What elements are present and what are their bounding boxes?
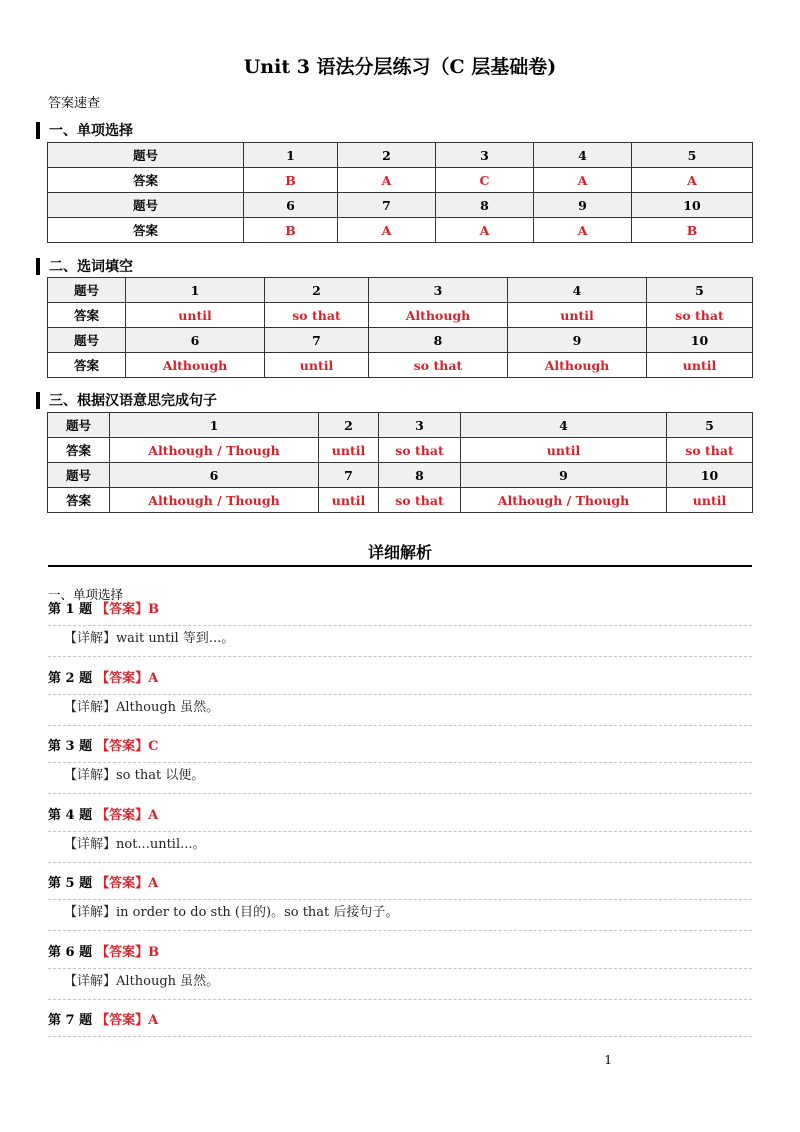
question-number-cell: 8	[369, 328, 508, 353]
question-number-cell: 8	[379, 463, 461, 488]
answer-cell: Although / Though	[110, 438, 319, 463]
question-title	[48, 601, 752, 619]
question-title	[48, 807, 752, 825]
answer-cell: so that	[379, 488, 461, 513]
answer-table-sentence-completion	[47, 412, 753, 513]
question-explanation: 【详解】not...until...。	[64, 836, 206, 852]
question-title	[48, 670, 752, 688]
question-number-row	[48, 463, 753, 488]
question-title	[48, 1012, 752, 1030]
section-heading-multiple-choice	[36, 120, 133, 140]
answer-cell: A	[534, 218, 632, 243]
question-number-cell: 5	[632, 143, 753, 168]
question-detail	[48, 670, 752, 726]
answer-row	[48, 218, 753, 243]
answer-cell: A	[338, 168, 436, 193]
row-label-cell: 题号	[48, 278, 126, 303]
question-number-cell: 5	[667, 413, 753, 438]
dashed-divider	[48, 656, 752, 657]
row-label-cell: 答案	[48, 438, 110, 463]
dashed-divider	[48, 725, 752, 726]
answer-cell: until	[647, 353, 753, 378]
question-number-cell: 4	[461, 413, 667, 438]
question-number-cell: 10	[647, 328, 753, 353]
question-number-row	[48, 278, 753, 303]
question-label: 第 4 题	[48, 807, 93, 823]
answer-cell: so that	[667, 438, 753, 463]
question-explanation: 【详解】wait until 等到...。	[64, 631, 235, 646]
question-number-cell: 10	[632, 193, 753, 218]
question-answer: 【答案】A	[96, 1013, 159, 1028]
answer-table-word-fill	[47, 277, 753, 378]
question-number-row	[48, 193, 753, 218]
dashed-divider	[48, 999, 752, 1000]
question-label: 第 6 题	[48, 944, 93, 960]
question-number-row	[48, 328, 753, 353]
question-number-cell: 3	[379, 413, 461, 438]
answer-cell: Although / Though	[461, 488, 667, 513]
answer-row	[48, 353, 753, 378]
question-detail	[48, 738, 752, 794]
question-answer: 【答案】B	[96, 602, 160, 617]
dashed-divider	[48, 930, 752, 931]
question-explanation: 【详解】in order to do sth (目的)。so that 后接句子。	[64, 905, 399, 920]
question-explanation: 【详解】Although 虽然。	[64, 699, 220, 715]
detail-divider	[48, 565, 752, 567]
answer-cell: C	[436, 168, 534, 193]
answer-row	[48, 438, 753, 463]
page-number: 1	[604, 1053, 612, 1067]
row-label-cell: 题号	[48, 328, 126, 353]
answer-cell: Although	[508, 353, 647, 378]
answer-cell: Although / Though	[110, 488, 319, 513]
question-number-cell: 7	[265, 328, 369, 353]
row-label-cell: 题号	[48, 143, 244, 168]
answer-cell: so that	[647, 303, 753, 328]
question-label: 第 3 题	[48, 739, 93, 754]
answer-cell: until	[508, 303, 647, 328]
detail-section-label: 一、单项选择	[48, 587, 124, 602]
answer-cell: A	[338, 218, 436, 243]
answer-cell: until	[126, 303, 265, 328]
answer-cell: A	[436, 218, 534, 243]
row-label-cell: 答案	[48, 353, 126, 378]
answer-cell: Although	[369, 303, 508, 328]
answer-row	[48, 168, 753, 193]
question-answer: 【答案】C	[96, 739, 159, 754]
question-number-cell: 9	[508, 328, 647, 353]
question-number-cell: 10	[667, 463, 753, 488]
question-label: 第 2 题	[48, 670, 93, 686]
answer-cell: so that	[369, 353, 508, 378]
dashed-divider	[48, 1036, 752, 1037]
question-label: 第 1 题	[48, 602, 93, 617]
detail-title: 详细解析	[367, 543, 432, 562]
question-number-cell: 8	[436, 193, 534, 218]
question-number-cell: 4	[508, 278, 647, 303]
section-marker	[36, 392, 40, 409]
question-number-cell: 1	[126, 278, 265, 303]
question-detail	[48, 601, 752, 657]
question-number-cell: 9	[534, 193, 632, 218]
question-title	[48, 875, 752, 893]
answer-cell: B	[632, 218, 753, 243]
answer-cell: A	[632, 168, 753, 193]
question-detail	[48, 944, 752, 1000]
question-number-cell: 7	[319, 463, 379, 488]
row-label-cell: 答案	[48, 168, 244, 193]
answer-cell: until	[461, 438, 667, 463]
answer-cell: until	[319, 488, 379, 513]
answer-cell: B	[244, 168, 338, 193]
answer-cell: until	[667, 488, 753, 513]
answer-cell: A	[534, 168, 632, 193]
question-number-cell: 6	[110, 463, 319, 488]
section-heading-text: 二、选词填空	[49, 259, 133, 275]
answer-cell: so that	[265, 303, 369, 328]
row-label-cell: 答案	[48, 303, 126, 328]
row-label-cell: 题号	[48, 193, 244, 218]
question-title	[48, 738, 752, 756]
question-answer: 【答案】A	[96, 876, 159, 891]
question-number-cell: 4	[534, 143, 632, 168]
question-number-cell: 6	[126, 328, 265, 353]
dashed-divider	[48, 793, 752, 794]
question-number-cell: 6	[244, 193, 338, 218]
question-label: 第 5 题	[48, 876, 93, 891]
answer-row	[48, 488, 753, 513]
question-number-cell: 7	[338, 193, 436, 218]
question-label: 第 7 题	[48, 1013, 93, 1028]
question-number-cell: 5	[647, 278, 753, 303]
question-number-row	[48, 413, 753, 438]
section-heading-text: 三、根据汉语意思完成句子	[49, 393, 217, 409]
row-label-cell: 题号	[48, 463, 110, 488]
question-number-cell: 2	[338, 143, 436, 168]
section-marker	[36, 122, 40, 139]
answer-cell: so that	[379, 438, 461, 463]
question-number-row	[48, 143, 753, 168]
question-detail	[48, 875, 752, 931]
question-number-cell: 1	[244, 143, 338, 168]
question-answer: 【答案】B	[96, 944, 160, 960]
question-number-cell: 9	[461, 463, 667, 488]
row-label-cell: 答案	[48, 488, 110, 513]
answer-cell: until	[265, 353, 369, 378]
answer-table-multiple-choice	[47, 142, 753, 243]
row-label-cell: 答案	[48, 218, 244, 243]
dashed-divider	[48, 862, 752, 863]
question-explanation: 【详解】Although 虽然。	[64, 973, 220, 989]
section-heading-text: 一、单项选择	[49, 123, 133, 139]
quick-answer-label: 答案速查	[48, 96, 101, 111]
question-answer: 【答案】A	[96, 670, 159, 686]
document-title: Unit 3 语法分层练习（C 层基础卷)	[243, 56, 557, 78]
question-number-cell: 1	[110, 413, 319, 438]
row-label-cell: 题号	[48, 413, 110, 438]
section-marker	[36, 258, 40, 275]
answer-cell: until	[319, 438, 379, 463]
question-title	[48, 944, 752, 962]
question-number-cell: 2	[265, 278, 369, 303]
answer-cell: Although	[126, 353, 265, 378]
question-detail	[48, 1012, 752, 1037]
question-detail	[48, 807, 752, 863]
section-heading-sentence-completion	[36, 390, 217, 410]
question-answer: 【答案】A	[96, 807, 159, 823]
answer-row	[48, 303, 753, 328]
question-number-cell: 2	[319, 413, 379, 438]
question-number-cell: 3	[369, 278, 508, 303]
answer-cell: B	[244, 218, 338, 243]
section-heading-word-fill	[36, 256, 133, 276]
question-explanation: 【详解】so that 以便。	[64, 768, 205, 783]
question-number-cell: 3	[436, 143, 534, 168]
